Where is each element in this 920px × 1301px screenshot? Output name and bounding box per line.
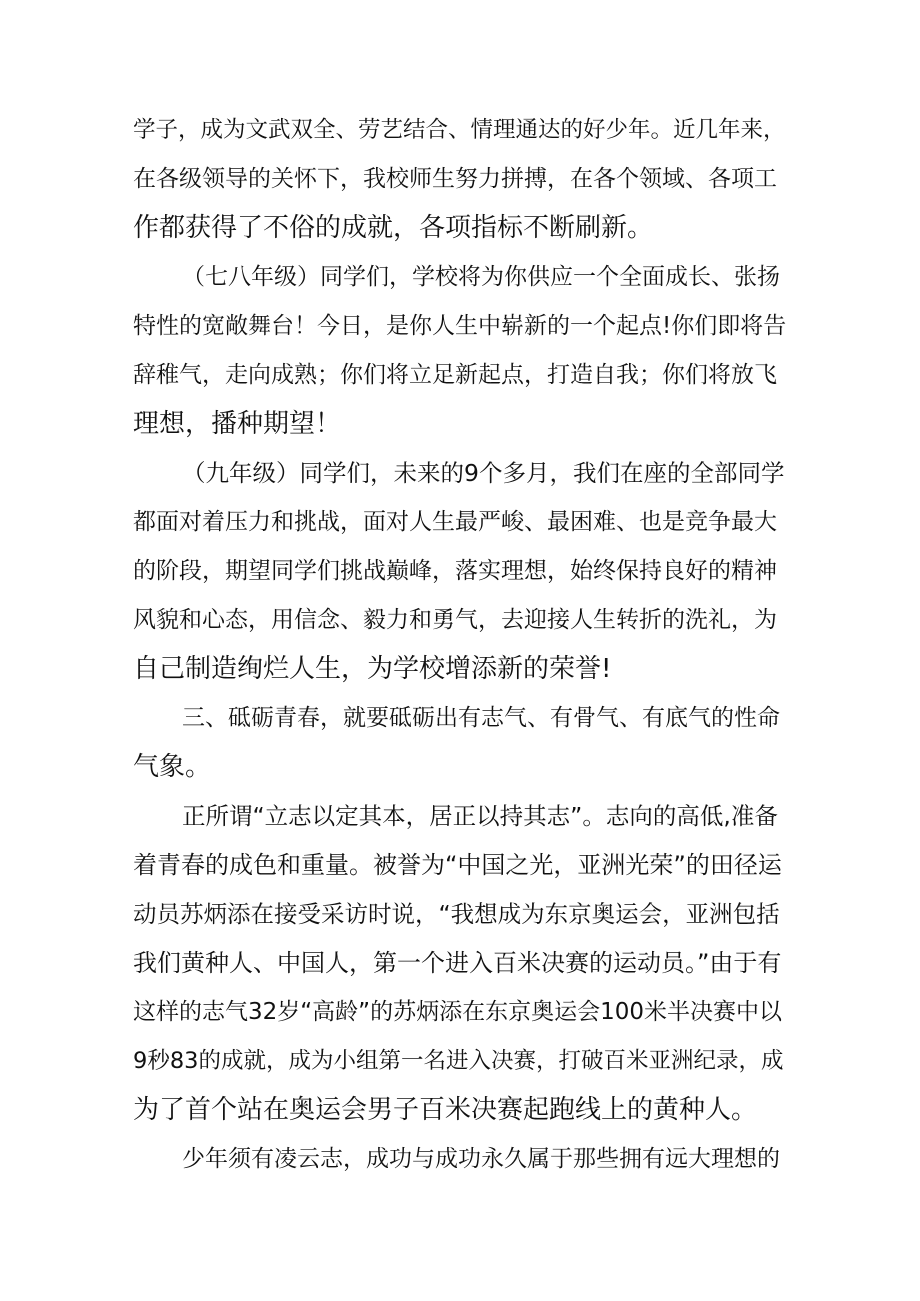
text-line: （七八年级）同学们，学校将为你供应一个全面成长、张扬 (182, 264, 780, 290)
text-line: 在各级领导的关怀下，我校师生努力拼搏，在各个领域、各项工 (133, 166, 777, 192)
text-line: 三、砥砺青春，就要砥砺出有志气、有骨气、有底气的性命 (182, 705, 780, 731)
text-line: （九年级）同学们，未来的9个多月，我们在座的全部同学 (182, 459, 785, 487)
text-line: 辞稚气，走向成熟；你们将立足新起点，打造自我；你们将放飞 (133, 362, 777, 388)
text-line: 我们黄种人、中国人，第一个进入百米决赛的运动员。”由于有 (133, 949, 782, 977)
text-line: 自己制造绚烂人生，为学校增添新的荣誉! (133, 654, 612, 684)
text-line: 这样的志气32岁“高龄”的苏炳添在东京奥运会100米半决赛中以 (133, 999, 782, 1025)
text-line: 动员苏炳添在接受采访时说，“我想成为东京奥运会，亚洲包括 (133, 900, 780, 928)
text-line: 正所谓“立志以定其本，居正以持其志”。志向的高低,准备 (182, 802, 778, 830)
text-line: 都面对着压力和挑战，面对人生最严峻、最困难、也是竞争最大 (133, 509, 777, 535)
text-line: 作都获得了不俗的成就，各项指标不断刷新。 (133, 213, 654, 243)
text-line: 特性的宽敞舞台！今日，是你人生中崭新的一个起点!你们即将告 (133, 313, 787, 339)
text-line: 气象。 (133, 752, 212, 782)
text-line: 为了首个站在奥运会男子百米决赛起跑线上的黄种人。 (133, 1095, 758, 1125)
text-line: 9秒83的成就，成为小组第一名进入决赛，打破百米亚洲纪录，成 (133, 1048, 784, 1074)
text-line: 学子，成为文武双全、劳艺结合、情理通达的好少年。近几年来， (133, 117, 786, 143)
text-line: 理想，播种期望！ (133, 409, 342, 439)
text-line: 着青春的成色和重量。被誉为“中国之光，亚洲光荣”的田径运 (133, 851, 782, 879)
text-line: 的阶段，期望同学们挑战巅峰，落实理想，始终保持良好的精神 (133, 558, 777, 584)
text-line: 少年须有凌云志，成功与成功永久属于那些拥有远大理想的 (182, 1146, 780, 1172)
text-line: 风貌和心态，用信念、毅力和勇气，去迎接人生转折的洗礼，为 (133, 607, 777, 633)
